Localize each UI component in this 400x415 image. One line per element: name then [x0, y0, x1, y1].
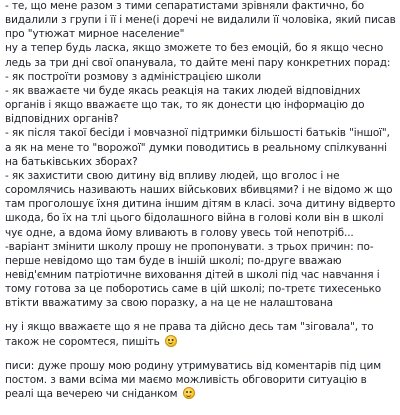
post-paragraph-6: - як захистити свою дитину від впливу людей, що вголос і не соромлячись називають наших військових вбивцями? і не відомо ж що там проголошує їхня дитина іншим дітям в класі. зоча дитину відверто шкода, бо їх на тлі цього бідолашного війна в голові коли він в школі чує одне, а вдома йому вливають в голову увесь той непотріб...: [5, 169, 399, 239]
post-paragraph-9: [5, 359, 398, 401]
post-paragraph-5: - як після такої бесіди і мовчазної підтримки більшості батьків "іншої", а як на мене то "ворожої" думки поводитись в реальному спілкуванні на батьківських зборах?: [5, 127, 394, 168]
post-paragraph-4: - як вважаєте чи буде якась реакція на таких людей відповідних органів і якщо вважаєте що так, то як донести цю інформацію до відповідних органів?: [5, 84, 368, 126]
smiley-emoji-icon: [183, 387, 195, 399]
smiley-emoji-icon: [165, 335, 177, 347]
post-paragraph-9-text: писи: дуже прошу мою родину утримуватись від коментарів під цим постом. з вами всіма ми маємо можливість обговорити ситуацію в реалі ща вечерею чи сніданком: [5, 359, 385, 401]
post-paragraph-8: [5, 320, 398, 348]
post-paragraph-3: - як построїти розмову з адміністрацією школи: [5, 70, 262, 83]
post-body: [5, 0, 398, 401]
post-paragraph-1: - те, що мене разом з тими сепаратистами зрівняли фактично, бо видалили з групи і її і мене(і доречі не видалили її чоловіка, який писав про "утюжат мирное население": [5, 0, 399, 41]
paragraph-gap: [5, 349, 398, 359]
post-paragraph-7: -варіант змінити школу прошу не пропонувати. з трьох причин: по-перше невідомо що там буде в іншій школі; по-друге вважаю невід'ємним патріотичне виховання дітей в школі під час навчання і тому готова за це поборотись саме в цій школі; по-третє тихесенько втікти вважатиму за свою поразку, а на це не налаштована: [5, 240, 385, 310]
post-paragraph-8-text: ну і якщо вважаєте що я не права та дійсно десь там "зіговала", то також не соромтеся, пишіть: [5, 321, 377, 348]
post-paragraph-2: ну а тепер будь ласка, якщо зможете то без емоцій, бо я якщо чесно ледь за три дні свої опанувала, то дайте мені пару конкретних порад:: [5, 42, 391, 69]
paragraph-gap: [5, 310, 398, 320]
